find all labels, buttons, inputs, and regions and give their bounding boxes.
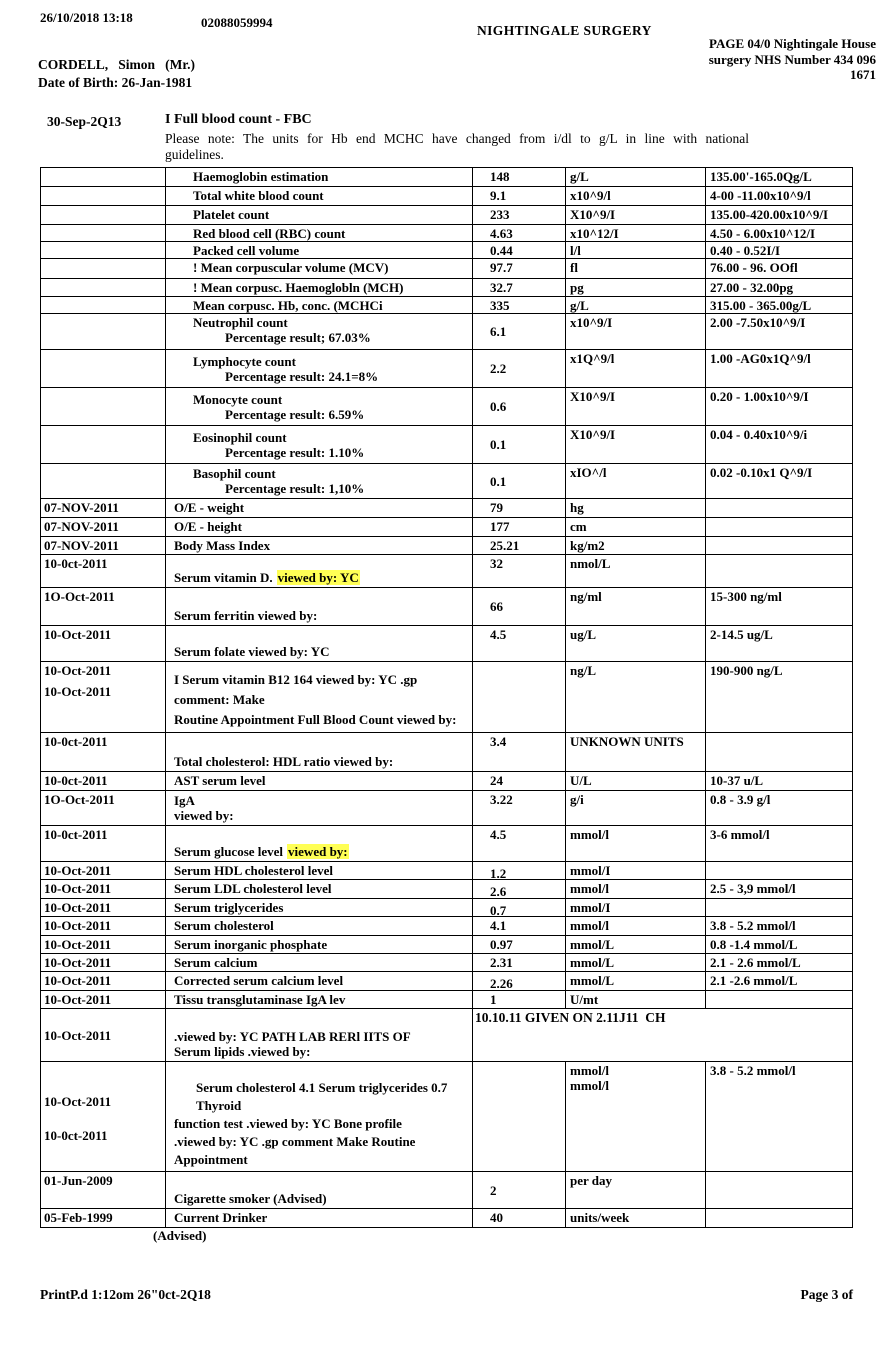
highlighted-viewed-by: viewed by:: [288, 844, 348, 859]
result-units: X10^9/I: [566, 426, 706, 463]
table-row: [41, 826, 852, 862]
result-value: 233: [473, 206, 566, 224]
reference-range: 0.20 - 1.00x10^9/I: [710, 389, 809, 404]
result-units: x10^9/l: [566, 187, 706, 205]
date-line: 10-0ct-2011: [44, 1128, 108, 1143]
test-name: [166, 1062, 473, 1171]
test-name-line: Routine Appointment Full Blood Count viewed by:: [174, 712, 457, 727]
table-row: [41, 991, 852, 1009]
table-row: [41, 259, 852, 279]
reference-range: 0.02 -0.10x1 Q^9/I: [710, 465, 813, 480]
table-row: [41, 206, 852, 225]
result-value: 2.31: [473, 954, 566, 971]
test-name-line: Basophil count: [193, 466, 276, 481]
result-units: x1Q^9/l: [566, 350, 706, 387]
result-value: 3.22: [473, 791, 566, 825]
test-name: ! Mean corpusc. Haemoglobln (MCH): [166, 279, 473, 296]
test-name: ! Mean corpuscular volume (MCV): [166, 259, 473, 278]
section-note: [165, 131, 825, 163]
test-name-line: Serum ferritin viewed by:: [174, 608, 318, 623]
test-name: [166, 626, 473, 661]
advised-note: (Advised): [153, 1228, 207, 1243]
date-cell: 10-0ct-2011: [41, 826, 166, 861]
reference-range: 135.00'-165.0Qg/L: [710, 169, 812, 184]
reference-range: [706, 499, 852, 517]
test-name-line: Cigarette smoker (Advised): [174, 1191, 327, 1206]
patient-dob: Date of Birth: 26-Jan-1981: [38, 75, 193, 90]
footer-page-number: Page 3 of: [800, 1287, 853, 1302]
test-name: [166, 1009, 473, 1061]
date-cell: 05-Feb-1999: [41, 1209, 166, 1227]
result-value: 2.2: [473, 350, 566, 387]
table-row: [41, 297, 852, 314]
result-value: 79: [473, 499, 566, 517]
result-value: 32.7: [473, 279, 566, 296]
reference-range: 2-14.5 ug/L: [710, 627, 773, 642]
result-units: g/i: [566, 791, 706, 825]
date-cell: [41, 168, 166, 186]
test-name: Platelet count: [166, 206, 473, 224]
reference-range: 315.00 - 365.00g/L: [710, 298, 812, 313]
reference-range: 2.5 - 3,9 mmol/l: [710, 881, 796, 896]
note-line2: guidelines.: [165, 147, 224, 162]
date-cell: [41, 1062, 166, 1171]
result-units: U/L: [566, 772, 706, 790]
test-name: Tissu transglutaminase IgA lev: [166, 991, 473, 1008]
date-cell: [41, 388, 166, 425]
table-row: [41, 555, 852, 588]
reference-range: 190-900 ng/L: [710, 663, 783, 678]
table-row: [41, 388, 852, 426]
units-line: mmol/l: [570, 1078, 609, 1093]
test-name: O/E - height: [166, 518, 473, 536]
test-name: [166, 555, 473, 587]
date-cell: [41, 187, 166, 205]
result-value: 4.1: [473, 917, 566, 935]
table-row: [41, 772, 852, 791]
table-row: [41, 1209, 852, 1227]
reference-range: 0.04 - 0.40x10^9/i: [710, 427, 808, 442]
reference-range: 0.8 -1.4 mmol/L: [710, 937, 798, 952]
table-row: [41, 954, 852, 972]
date-cell: 10-Oct-2011: [41, 899, 166, 919]
test-name: [166, 791, 473, 825]
date-line: 10-Oct-2011: [44, 1094, 112, 1109]
test-name-line: function test .viewed by: YC Bone profile: [174, 1116, 402, 1131]
reference-range: 4.50 - 6.00x10^12/I: [710, 226, 816, 241]
test-name-line: IgA: [174, 793, 195, 808]
test-name: [166, 826, 473, 861]
result-value: 2: [473, 1172, 566, 1208]
result-units: mmol/L: [566, 954, 706, 971]
date-cell: [41, 464, 166, 498]
date-cell: [41, 350, 166, 387]
table-row: [41, 733, 852, 772]
test-name: O/E - weight: [166, 499, 473, 517]
reference-range: [706, 537, 852, 554]
table-row: [41, 588, 852, 626]
results-table: [40, 167, 853, 1228]
test-name-line: .viewed by: YC PATH LAB RERl IITS OF: [174, 1029, 411, 1044]
date-cell: [41, 662, 166, 732]
section-title: I Full blood count - FBC: [165, 112, 312, 127]
page-info-line2: surgery NHS Number 434 096: [708, 51, 876, 67]
reference-range: [706, 1209, 852, 1227]
result-value: 0.1: [473, 464, 566, 498]
units-line: mmol/l: [570, 1063, 609, 1078]
reference-range: 2.1 -2.6 mmol/L: [710, 973, 798, 988]
test-name-line: I Serum vitamin B12 164 viewed by: YC .gp comment: Make: [174, 672, 418, 707]
result-units: cm: [566, 518, 706, 536]
test-name-line: Serum lipids .viewed by:: [174, 1044, 311, 1059]
test-name-line: Lymphocyte count: [193, 353, 296, 369]
reference-range: [706, 899, 852, 919]
result-value: 177: [473, 518, 566, 536]
date-cell: 10-0ct-2011: [41, 733, 166, 771]
date-cell: [41, 426, 166, 463]
test-name: [166, 464, 473, 498]
reference-range: 3-6 mmol/l: [710, 827, 770, 842]
reference-range: 27.00 - 32.00pg: [710, 280, 794, 295]
percentage-result: Percentage result; 67.03%: [225, 330, 371, 345]
result-units: g/L: [566, 168, 706, 186]
date-cell: 10-Oct-2011: [41, 991, 166, 1008]
result-value: 97.7: [473, 259, 566, 278]
reference-range: 15-300 ng/ml: [710, 589, 782, 604]
test-name-line: Serum vitamin D. viewed by: YC: [174, 570, 359, 585]
date-cell: [41, 279, 166, 296]
date-cell: 01-Jun-2009: [41, 1172, 166, 1208]
reference-range: [706, 862, 852, 882]
result-units: U/mt: [566, 991, 706, 1008]
reference-range: 135.00-420.00x10^9/I: [710, 207, 829, 222]
result-units: mmol/I: [566, 862, 706, 882]
test-name: Total white blood count: [166, 187, 473, 205]
date-cell: 10-Oct-2011: [41, 862, 166, 882]
result-value: 66: [473, 588, 566, 625]
table-row: [41, 350, 852, 388]
table-row: [41, 314, 852, 350]
table-row: [41, 880, 852, 899]
date-cell: 10-Oct-2011: [41, 1009, 166, 1061]
reference-range: 2.00 -7.50x10^9/I: [710, 315, 806, 330]
reference-range: 10-37 u/L: [710, 773, 764, 788]
test-name: [166, 662, 473, 732]
date-cell: [41, 242, 166, 259]
result-value: 2.26: [473, 972, 566, 992]
note-line1: Please note: The units for Hb end MCHC have changed from i/dl to g/L in line with national: [165, 131, 750, 146]
result-units: UNKNOWN UNITS: [566, 733, 706, 771]
reference-range: 4-00 -11.00x10^9/l: [710, 188, 811, 203]
test-name: [166, 733, 473, 771]
result-value: 25.21: [473, 537, 566, 554]
table-row: [41, 972, 852, 991]
table-row: [41, 899, 852, 917]
test-name-line: Serum cholesterol 4.1 Serum triglycerides 0.7 Thyroid: [196, 1080, 448, 1113]
date-cell: [41, 259, 166, 278]
test-name: AST serum level: [166, 772, 473, 790]
date-cell: 10-Oct-2011: [41, 954, 166, 971]
test-name-line: Eosinophil count: [193, 429, 287, 445]
result-value: 2.6: [473, 880, 566, 900]
test-name-line: Monocyte count: [193, 391, 283, 407]
test-name: Mean corpusc. Hb, conc. (MCHCi: [166, 297, 473, 314]
result-units: X10^9/I: [566, 388, 706, 425]
result-value: 24: [473, 772, 566, 790]
table-row: [41, 936, 852, 954]
result-value: 4.5: [473, 826, 566, 861]
table-row: [41, 168, 852, 187]
date-cell: 07-NOV-2011: [41, 499, 166, 517]
result-units: ug/L: [566, 626, 706, 661]
date-cell: 1O-Oct-2011: [41, 791, 166, 825]
reference-range: 76.00 - 96. OOfl: [710, 260, 798, 275]
test-name: Serum calcium: [166, 954, 473, 971]
result-units: xIO^/l: [566, 464, 706, 498]
result-value: 1.2: [473, 862, 566, 882]
reference-range: [706, 733, 852, 771]
reference-range: 1.00 -AG0x1Q^9/l: [710, 351, 811, 366]
result-value: 6.1: [473, 314, 566, 349]
page-info-block: [709, 36, 876, 83]
result-value: 148: [473, 168, 566, 186]
table-row: [41, 662, 852, 733]
test-name: Body Mass Index: [166, 537, 473, 554]
date-cell: [41, 297, 166, 314]
table-row: [41, 187, 852, 206]
result-value: 3.4: [473, 733, 566, 771]
table-row: [41, 537, 852, 555]
result-units: hg: [566, 499, 706, 517]
result-units: kg/m2: [566, 537, 706, 554]
result-value: 4.63: [473, 225, 566, 242]
result-units: fl: [566, 259, 706, 278]
table-row: [41, 1062, 852, 1172]
date-cell: 10-Oct-2011: [41, 972, 166, 992]
test-name: [166, 1172, 473, 1208]
test-name: [166, 426, 473, 463]
test-name: Corrected serum calcium level: [166, 972, 473, 992]
result-value: [473, 662, 566, 732]
test-name-line: Neutrophil count: [193, 315, 288, 330]
date-line: 10-Oct-2011: [44, 684, 112, 699]
result-value: 0.7: [473, 899, 566, 919]
reference-range: [706, 991, 852, 1008]
result-units: x10^12/I: [566, 225, 706, 242]
test-name: [166, 314, 473, 349]
date-cell: [41, 225, 166, 242]
date-cell: 1O-Oct-2011: [41, 588, 166, 625]
result-units: nmol/L: [566, 555, 706, 587]
date-cell: 10-0ct-2011: [41, 555, 166, 587]
table-row: [41, 1009, 852, 1062]
test-name: Current Drinker: [166, 1209, 473, 1227]
reference-range: 2.1 - 2.6 mmol/L: [710, 955, 801, 970]
date-cell: 10-Oct-2011: [41, 936, 166, 953]
test-name: [166, 388, 473, 425]
date-cell: 07-NOV-2011: [41, 518, 166, 536]
table-row: [41, 626, 852, 662]
result-units: mmol/l: [566, 826, 706, 861]
result-units: [566, 1062, 706, 1171]
result-units: l/l: [566, 242, 706, 259]
test-name: Serum LDL cholesterol level: [166, 880, 473, 900]
reference-range: 3.8 - 5.2 mmol/l: [710, 1063, 796, 1078]
table-row: [41, 1172, 852, 1209]
test-name-line: Serum folate viewed by: YC: [174, 644, 330, 659]
reference-range: [706, 555, 852, 587]
percentage-result: Percentage result: 1,10%: [225, 481, 365, 496]
test-name-line: Serum glucose level viewed by:: [174, 844, 348, 859]
result-units: per day: [566, 1172, 706, 1208]
test-name-line: viewed by:: [174, 808, 234, 823]
test-name: Red blood cell (RBC) count: [166, 225, 473, 242]
table-row: [41, 464, 852, 499]
date-line: 10-Oct-2011: [44, 663, 112, 678]
table-row: [41, 917, 852, 936]
reference-range: 0.40 - 0.52I/I: [710, 243, 781, 258]
phone-number: 02088059994: [201, 15, 273, 30]
date-cell: 10-Oct-2011: [41, 626, 166, 661]
result-units: mmol/l: [566, 880, 706, 900]
reference-range: [706, 518, 852, 536]
result-value: 40: [473, 1209, 566, 1227]
test-name: Packed cell volume: [166, 242, 473, 259]
result-units: ng/ml: [566, 588, 706, 625]
result-units: X10^9/I: [566, 206, 706, 224]
reference-range: 0.8 - 3.9 g/l: [710, 792, 771, 807]
test-name: Serum HDL cholesterol level: [166, 862, 473, 882]
test-name: Serum cholesterol: [166, 917, 473, 935]
highlighted-viewed-by: viewed by: YC: [277, 570, 359, 585]
percentage-result: Percentage result: 24.1=8%: [225, 368, 379, 384]
percentage-result: Percentage result: 1.10%: [225, 444, 365, 460]
test-name-line: .viewed by: YC .gp comment Make Routine Appointment: [174, 1134, 416, 1167]
date-cell: 10-0ct-2011: [41, 772, 166, 790]
result-units: mmol/I: [566, 899, 706, 919]
result-value: 0.1: [473, 426, 566, 463]
result-value: 0.97: [473, 936, 566, 953]
result-units: mmol/L: [566, 936, 706, 953]
date-cell: 07-NOV-2011: [41, 537, 166, 554]
page-info-line1: PAGE 04/0 Nightingale House: [709, 36, 876, 51]
footer-printed: PrintP.d 1:12om 26"0ct-2Q18: [40, 1287, 211, 1302]
result-units: units/week: [566, 1209, 706, 1227]
table-row: [41, 499, 852, 518]
result-units: ng/L: [566, 662, 706, 732]
surgery-title: NIGHTINGALE SURGERY: [477, 23, 652, 38]
result-value: 0.6: [473, 388, 566, 425]
patient-name: CORDELL, Simon (Mr.): [38, 57, 196, 72]
result-value: 9.1: [473, 187, 566, 205]
result-units: mmol/l: [566, 917, 706, 935]
result-value: 335: [473, 297, 566, 314]
path-lab-banner: 10.10.11 GIVEN ON 2.11J11 CH: [475, 1010, 666, 1025]
table-row: [41, 426, 852, 464]
print-datetime: 26/10/2018 13:18: [40, 10, 133, 25]
test-name: Serum triglycerides: [166, 899, 473, 919]
reference-range: 3.8 - 5.2 mmol/l: [710, 918, 796, 933]
result-units: x10^9/I: [566, 314, 706, 349]
result-value: 0.44: [473, 242, 566, 259]
result-value: 1: [473, 991, 566, 1008]
table-row: [41, 862, 852, 880]
percentage-result: Percentage result: 6.59%: [225, 406, 365, 422]
table-row: [41, 225, 852, 242]
page-info-line3: 1671: [850, 67, 876, 82]
table-row: [41, 791, 852, 826]
result-units: mmol/L: [566, 972, 706, 992]
table-row: [41, 279, 852, 297]
test-name: Serum inorganic phosphate: [166, 936, 473, 953]
test-name: [166, 588, 473, 625]
date-cell: [41, 206, 166, 224]
section-date: 30-Sep-2Q13: [47, 114, 122, 129]
test-name: [166, 350, 473, 387]
test-name: Haemoglobin estimation: [166, 168, 473, 186]
result-value: [473, 1062, 566, 1171]
date-cell: 10-Oct-2011: [41, 917, 166, 935]
result-value: 4.5: [473, 626, 566, 661]
table-row: [41, 518, 852, 537]
test-name-line: Total cholesterol: HDL ratio viewed by:: [174, 754, 394, 769]
result-units: g/L: [566, 297, 706, 314]
result-value: 32: [473, 555, 566, 587]
table-row: [41, 242, 852, 259]
reference-range: [706, 1172, 852, 1208]
date-cell: 10-Oct-2011: [41, 880, 166, 900]
date-cell: [41, 314, 166, 349]
result-units: pg: [566, 279, 706, 296]
